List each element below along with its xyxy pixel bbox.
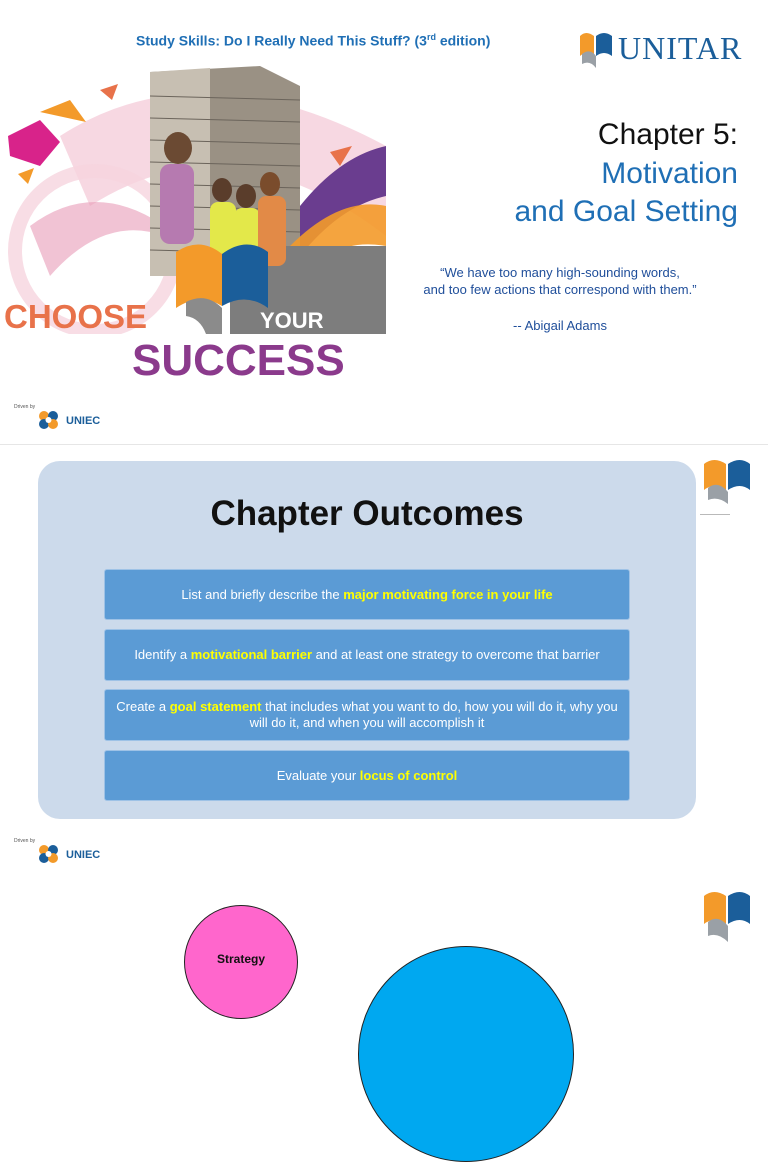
quote-author: -- Abigail Adams: [513, 318, 607, 333]
uniec-text: UNIEC: [66, 849, 101, 861]
chapter-title-line1: Motivation: [601, 157, 738, 190]
outcome-item-2: Identify a motivational barrier and at least one strategy to overcome that barrier: [104, 629, 630, 681]
unitar-logo: [576, 26, 756, 70]
outcome-highlight: locus of control: [359, 767, 458, 783]
quote-line-2: and too few actions that correspond with them.”: [423, 282, 697, 297]
outcome-item-3: Create a goal statement that includes what you want to do, how you will do it, why you will do it, and when you will accomplish it: [104, 689, 630, 741]
driven-by-label: Driven by: [14, 404, 36, 410]
quote-line-1: “We have too many high-sounding words,: [440, 265, 680, 280]
outcome-highlight: motivational barrier: [190, 647, 313, 662]
outcome-item-1: List and briefly describe the major motivating force in your life: [104, 569, 630, 620]
outcome-highlight: goal statement: [169, 699, 262, 714]
outcome-highlight: major motivating force in your life: [343, 586, 553, 602]
chapter-title-line2: and Goal Setting: [514, 195, 738, 228]
outcomes-title: Chapter Outcomes: [210, 494, 524, 533]
uniec-text: UNIEC: [66, 415, 101, 427]
uniec-logo: [14, 404, 114, 432]
chapter-number: Chapter 5:: [597, 118, 738, 151]
slide-divider: [0, 444, 768, 445]
uniec-emblem-icon: [36, 410, 62, 430]
quote: [392, 264, 728, 298]
unitar-emblem-icon: [576, 26, 618, 70]
cover-choose-text: CHOOSE: [4, 298, 148, 335]
cover-collage: [0, 56, 386, 334]
uniec-emblem-icon: [36, 844, 62, 864]
strategy-label: Strategy: [216, 952, 266, 966]
cover-success-text: SUCCESS: [132, 336, 345, 385]
strategy-circle: [184, 905, 298, 1019]
unitar-logo-text: UNITAR: [618, 30, 743, 66]
cover-your-text: YOUR: [260, 308, 324, 333]
blue-circle: [358, 946, 574, 1162]
book-title: Study Skills: Do I Really Need This Stuff? (3rd edition): [136, 32, 491, 49]
driven-by-label: Driven by: [14, 838, 36, 844]
unitar-emblem-icon: [700, 888, 754, 944]
uniec-logo: [14, 838, 114, 866]
unitar-emblem-icon: [700, 456, 754, 506]
outcome-item-4: Evaluate your locus of control: [104, 750, 630, 801]
header-rule: [700, 514, 730, 515]
